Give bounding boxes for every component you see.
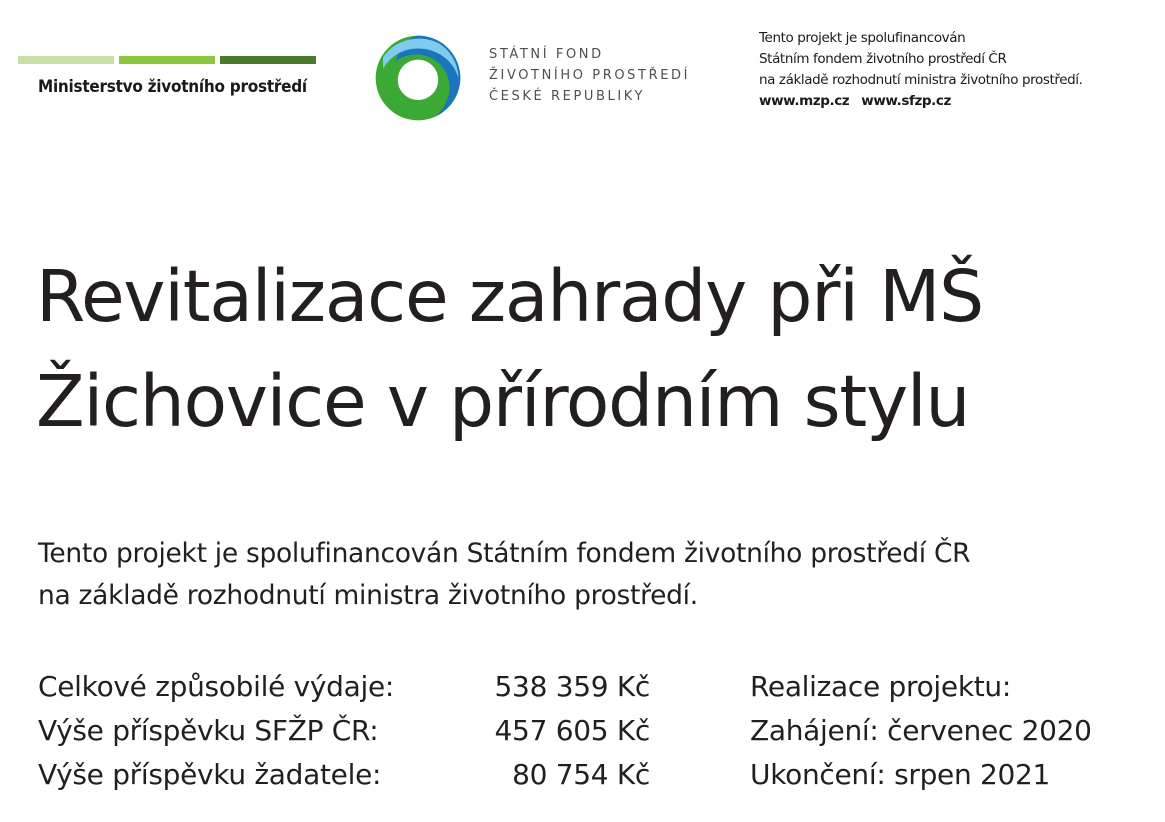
- ministry-bar-light: [18, 56, 114, 64]
- fund-name: [489, 44, 690, 107]
- cofinancing-note: [759, 28, 1083, 112]
- finance-row: [38, 753, 658, 797]
- sfzp-swirl-icon: [372, 32, 464, 124]
- finance-row: [38, 665, 658, 709]
- finance-table: [38, 665, 658, 797]
- funding-statement-line: na základě rozhodnutí ministra životního prostředí.: [38, 580, 698, 611]
- ministry-logo-bars: [18, 56, 316, 64]
- project-title-line: Žichovice v přírodním stylu: [36, 360, 970, 443]
- mzp-link[interactable]: www.mzp.cz: [759, 93, 850, 109]
- fund-name-line: ČESKÉ REPUBLIKY: [489, 89, 646, 104]
- project-title-line: Revitalizace zahrady při MŠ: [36, 255, 984, 338]
- finance-row: [38, 709, 658, 753]
- ministry-bar-medium: [119, 56, 215, 64]
- realization-block: [750, 665, 1092, 797]
- realization-start: Zahájení: červenec 2020: [750, 714, 1092, 747]
- sfzp-link[interactable]: www.sfzp.cz: [861, 93, 951, 109]
- sfzp-logo-center: [398, 60, 438, 100]
- finance-value: 457 605 Kč: [494, 714, 650, 747]
- project-title: [36, 244, 983, 454]
- ministry-name: Ministerstvo životního prostředí: [38, 77, 307, 97]
- realization-heading: Realizace projektu:: [750, 670, 1011, 703]
- cofinancing-line: Státním fondem životního prostředí ČR: [759, 51, 1007, 67]
- realization-end: Ukončení: srpen 2021: [750, 758, 1051, 791]
- finance-label: Celkové způsobilé výdaje:: [38, 670, 395, 703]
- cofinancing-line: Tento projekt je spolufinancován: [759, 30, 966, 46]
- fund-name-line: ŽIVOTNÍHO PROSTŘEDÍ: [489, 68, 691, 83]
- funding-statement-line: Tento projekt je spolufinancován Státním fondem životního prostředí ČR: [38, 538, 971, 569]
- ministry-bar-dark: [220, 56, 316, 64]
- finance-value: 80 754 Kč: [512, 758, 650, 791]
- finance-value: 538 359 Kč: [494, 670, 650, 703]
- funding-statement: [38, 533, 970, 617]
- cofinancing-links: [759, 91, 1083, 112]
- finance-label: Výše příspěvku žadatele:: [38, 758, 382, 791]
- fund-name-line: STÁTNÍ FOND: [489, 47, 604, 62]
- finance-label: Výše příspěvku SFŽP ČR:: [38, 714, 379, 747]
- cofinancing-line: na základě rozhodnutí ministra životního prostředí.: [759, 72, 1083, 88]
